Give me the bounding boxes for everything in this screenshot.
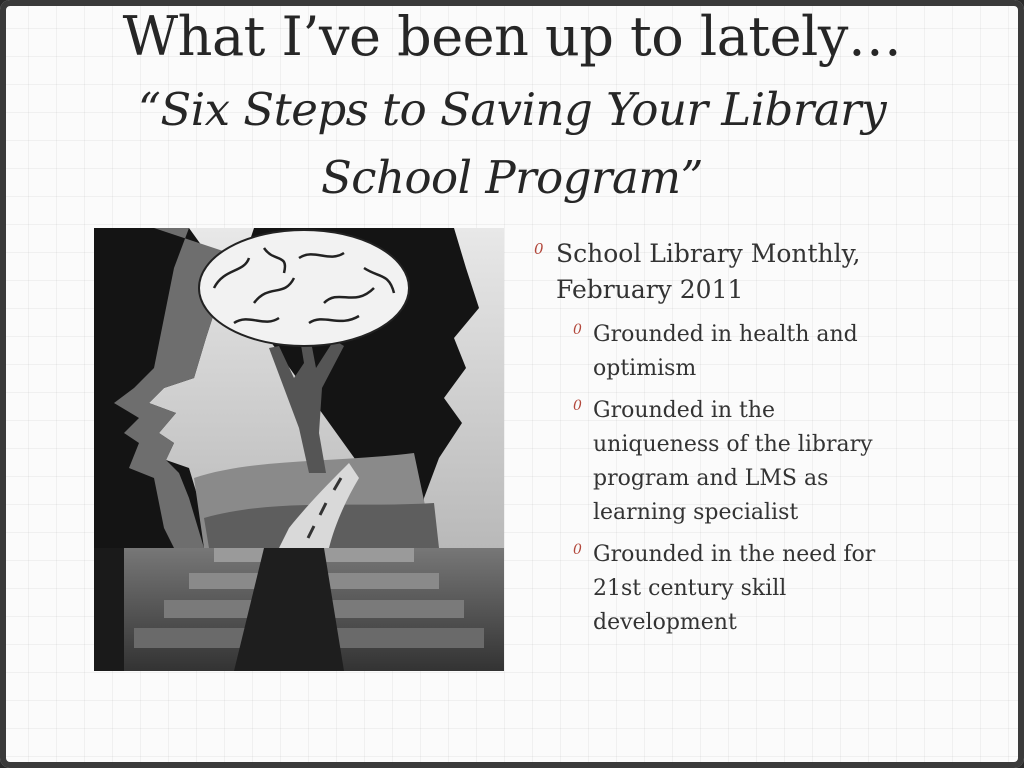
main-bullet-text: School Library Monthly, February 2011 [556, 239, 861, 304]
sub-bullet [530, 394, 910, 530]
main-bullet [530, 236, 910, 308]
brain-tree-head-illustration [94, 228, 504, 671]
slide-subtitle [40, 76, 984, 212]
stairs [94, 548, 504, 671]
subtitle-line-1: “Six Steps to Saving Your Library [137, 83, 887, 136]
sub-bullet [530, 318, 910, 386]
bullet-marker: 0 [573, 542, 582, 558]
sub-bullet [530, 538, 910, 640]
bullet-marker: 0 [534, 240, 544, 258]
brain-icon [199, 230, 409, 346]
sub-bullet-text: Grounded in the uniqueness of the library program and LMS as learning specialist [593, 398, 873, 525]
bullet-marker: 0 [573, 322, 582, 338]
subtitle-line-2: School Program” [320, 151, 704, 204]
sub-bullet-text: Grounded in the need for 21st century skill development [593, 542, 876, 635]
illustration-svg [94, 228, 504, 671]
bullet-marker: 0 [573, 398, 582, 414]
slide-title: What I’ve been up to lately… [122, 5, 902, 68]
title-block [40, 2, 984, 212]
sub-bullet-text: Grounded in health and optimism [593, 322, 858, 381]
content-list [530, 236, 910, 648]
sub-bullet-list [530, 318, 910, 640]
